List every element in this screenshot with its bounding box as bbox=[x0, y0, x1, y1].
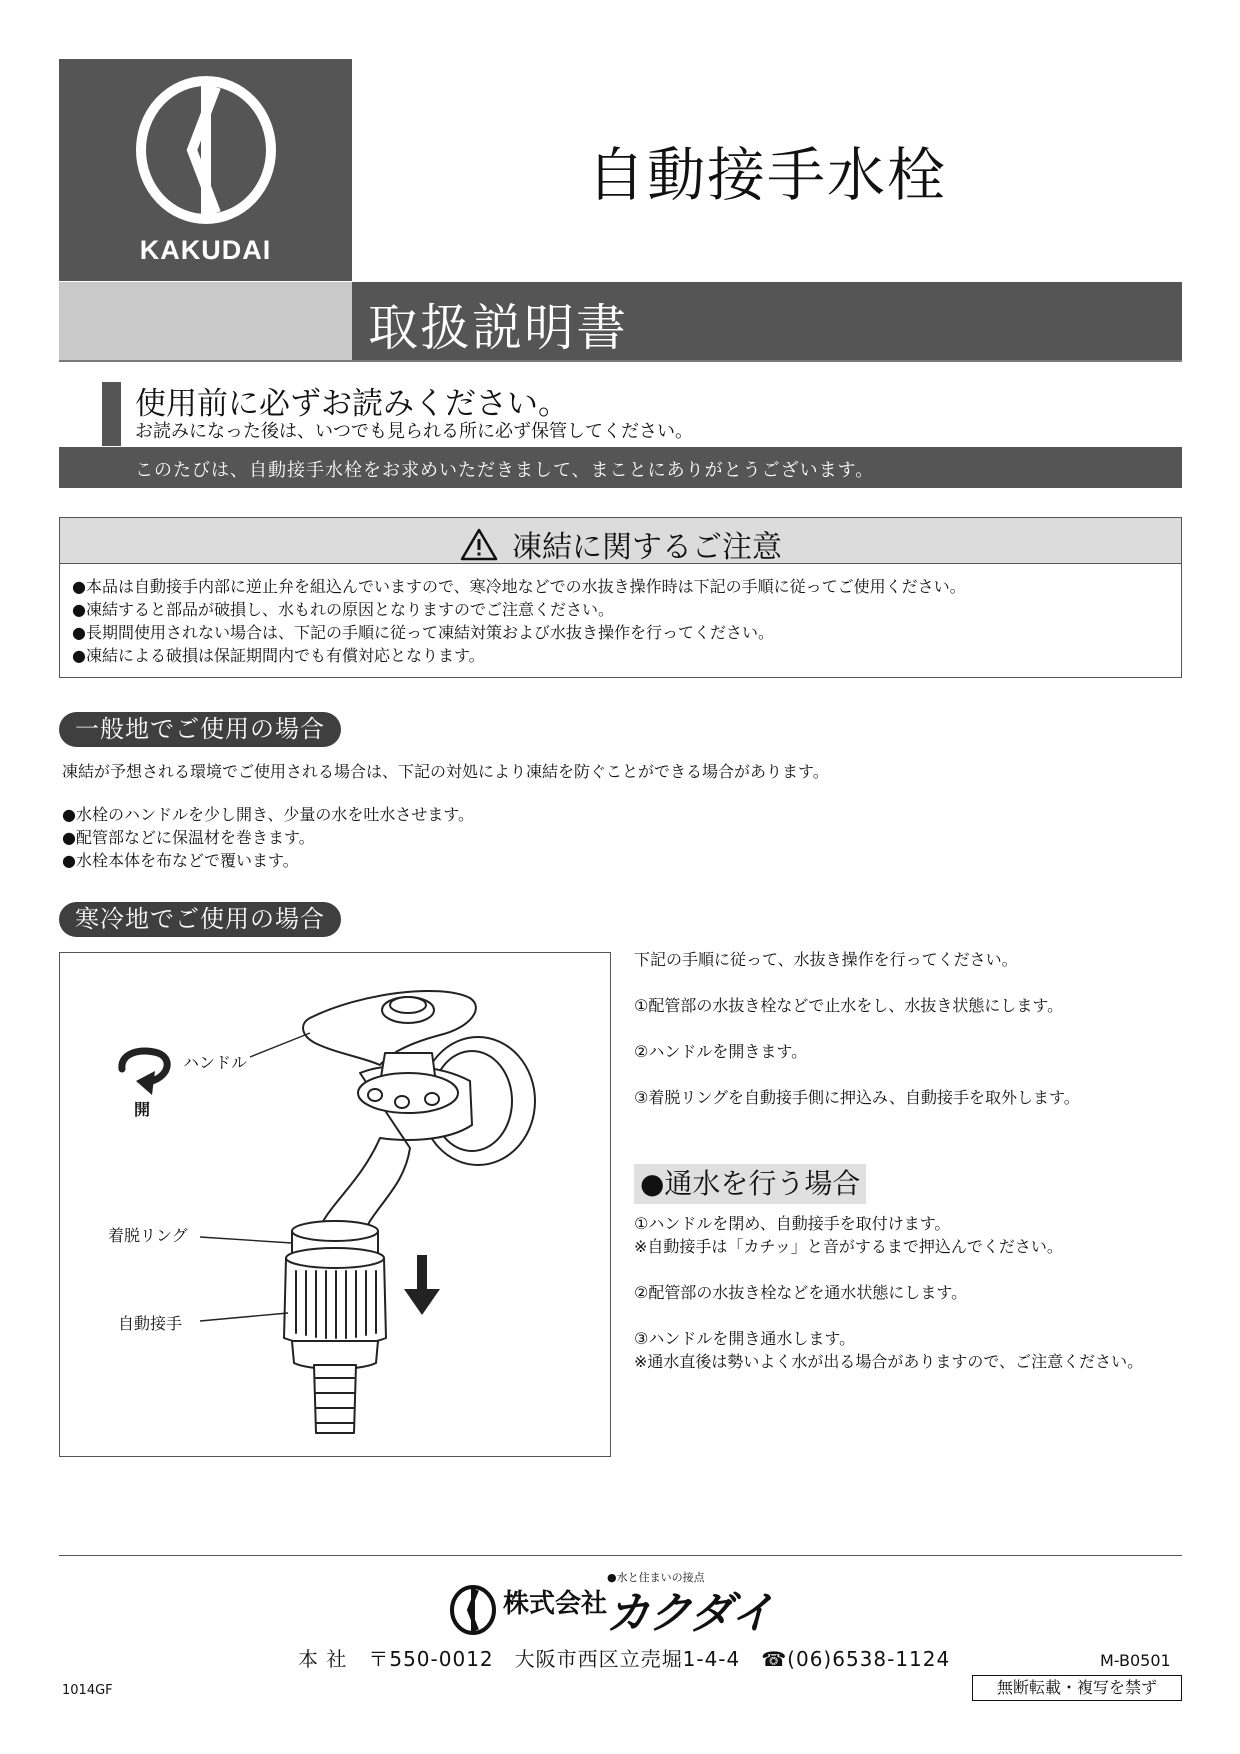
list-item: ●長期間使用されない場合は、下記の手順に従って凍結対策および水抜き操作を行ってください。 bbox=[72, 623, 774, 642]
faucet-illustration-icon bbox=[60, 953, 610, 1456]
freeze-caution-title: 凍結に関するご注意 bbox=[512, 530, 783, 565]
cold-step-1: ①配管部の水抜き栓などで止水をし、水抜き状態にします。 bbox=[634, 996, 1064, 1015]
list-item: ●本品は自動接手内部に逆止弁を組込んでいますので、寒冷地などでの水抜き操作時は下記の手順に従ってご使用ください。 bbox=[72, 577, 966, 596]
document-code: M-B0501 bbox=[1100, 1651, 1171, 1670]
company-logo-icon bbox=[448, 1584, 498, 1636]
company-address: 本 社 〒550-0012 大阪市西区立売堀1-4-4 ☎(06)6538-1124 bbox=[298, 1647, 951, 1671]
list-item: ●水栓のハンドルを少し開き、少量の水を吐水させます。 bbox=[62, 805, 475, 824]
freeze-caution-title-row bbox=[60, 522, 1181, 566]
footer-divider bbox=[59, 1555, 1182, 1556]
list-item: ●凍結による破損は保証期間内でも有償対応となります。 bbox=[72, 646, 485, 665]
cold-use-intro: 下記の手順に従って、水抜き操作を行ってください。 bbox=[634, 950, 1018, 969]
general-use-intro: 凍結が予想される環境でご使用される場合は、下記の対処により凍結を防ぐことができる場合があります。 bbox=[62, 762, 829, 781]
label-release-ring: 着脱リング bbox=[108, 1226, 188, 1245]
header-divider bbox=[59, 360, 1182, 362]
company-tagline: ●水と住まいの接点 bbox=[607, 1571, 705, 1584]
company-prefix: 株式会社 bbox=[503, 1589, 608, 1619]
kakudai-logo-icon bbox=[134, 75, 278, 225]
freeze-caution-box bbox=[59, 517, 1182, 678]
restore-step-1: ①ハンドルを閉め、自動接手を取付けます。 bbox=[634, 1214, 951, 1233]
restore-water-title: ●通水を行う場合 bbox=[634, 1164, 866, 1204]
notice-accent-bar bbox=[102, 382, 121, 446]
cold-step-3: ③着脱リングを自動接手側に押込み、自動接手を取外します。 bbox=[634, 1088, 1080, 1107]
cold-step-2: ②ハンドルを開きます。 bbox=[634, 1042, 808, 1061]
section-cold-use-title: 寒冷地でご使用の場合 bbox=[59, 902, 341, 937]
label-auto-joint: 自動接手 bbox=[118, 1314, 183, 1333]
list-item: ●凍結すると部品が破損し、水もれの原因となりますのでご注意ください。 bbox=[72, 600, 614, 619]
print-code: 1014GF bbox=[62, 1683, 113, 1698]
brand-logo-panel bbox=[59, 59, 352, 281]
list-item: ●水栓本体を布などで覆います。 bbox=[62, 851, 299, 870]
faucet-figure bbox=[59, 952, 611, 1457]
restore-step-3: ③ハンドルを開き通水します。 bbox=[634, 1329, 856, 1348]
label-open: 開 bbox=[134, 1100, 151, 1119]
brand-name: KAKUDAI bbox=[139, 235, 272, 265]
warning-icon bbox=[459, 527, 499, 562]
copyright-notice: 無断転載・複写を禁ず bbox=[972, 1675, 1182, 1701]
section-general-use-title: 一般地でご使用の場合 bbox=[59, 712, 341, 747]
header-band-light bbox=[59, 282, 352, 360]
restore-step-2: ②配管部の水抜き栓などを通水状態にします。 bbox=[634, 1283, 968, 1302]
product-title: 自動接手水栓 bbox=[586, 141, 947, 209]
list-item: ●配管部などに保温材を巻きます。 bbox=[62, 828, 315, 847]
thanks-text: このたびは、自動接手水栓をお求めいただきまして、まことにありがとうございます。 bbox=[135, 460, 875, 481]
document-type-title: 取扱説明書 bbox=[368, 299, 628, 357]
general-use-list bbox=[62, 803, 474, 872]
label-handle: ハンドル bbox=[183, 1053, 248, 1072]
notice-subtext: お読みになった後は、いつでも見られる所に必ず保管してください。 bbox=[135, 421, 693, 442]
notice-heading: 使用前に必ずお読みください。 bbox=[135, 386, 569, 422]
company-name: カクダイ bbox=[606, 1588, 773, 1639]
freeze-caution-list bbox=[72, 575, 966, 667]
restore-step-1-note: ※自動接手は「カチッ」と音がするまで押込んでください。 bbox=[634, 1237, 1063, 1256]
restore-step-3-note: ※通水直後は勢いよく水が出る場合がありますので、ご注意ください。 bbox=[634, 1352, 1144, 1371]
